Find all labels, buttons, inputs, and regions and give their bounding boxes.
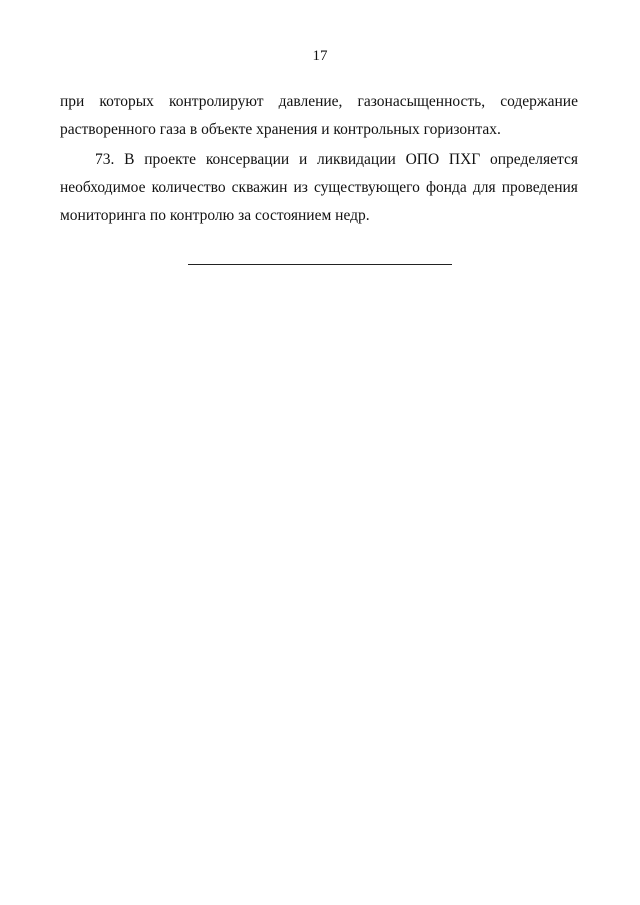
word: ПХГ bbox=[448, 151, 481, 168]
word: В bbox=[124, 151, 135, 168]
paragraph-line-last: растворенного газа в объекте хранения и контрольных горизонтах. bbox=[60, 121, 501, 138]
paragraph-73 bbox=[60, 146, 578, 230]
paragraph-line bbox=[60, 146, 578, 174]
word: давление, bbox=[278, 93, 343, 110]
word: которых bbox=[99, 93, 154, 110]
word: скважин bbox=[231, 179, 288, 196]
word: проекте bbox=[144, 151, 197, 168]
paragraph-line bbox=[60, 88, 578, 116]
word: определяется bbox=[490, 151, 578, 168]
word: контролируют bbox=[169, 93, 264, 110]
word: из bbox=[293, 179, 308, 196]
word: при bbox=[60, 93, 85, 110]
paragraph-line-last: мониторинга по контролю за состоянием недр. bbox=[60, 207, 370, 224]
word: ликвидации bbox=[316, 151, 396, 168]
paragraph-line bbox=[60, 174, 578, 202]
page-number: 17 bbox=[312, 48, 328, 64]
word: проведения bbox=[501, 179, 578, 196]
word: и bbox=[298, 151, 308, 168]
word: консервации bbox=[205, 151, 290, 168]
word: содержание bbox=[500, 93, 578, 110]
paragraph-continued bbox=[60, 88, 578, 144]
end-divider-line bbox=[188, 264, 452, 265]
word: для bbox=[472, 179, 496, 196]
item-number: 73. bbox=[95, 151, 115, 168]
word: фонда bbox=[425, 179, 467, 196]
word: газонасыщенность, bbox=[357, 93, 486, 110]
word: количество bbox=[151, 179, 226, 196]
word: существующего bbox=[313, 179, 420, 196]
word: необходимое bbox=[60, 179, 146, 196]
word: ОПО bbox=[405, 151, 440, 168]
